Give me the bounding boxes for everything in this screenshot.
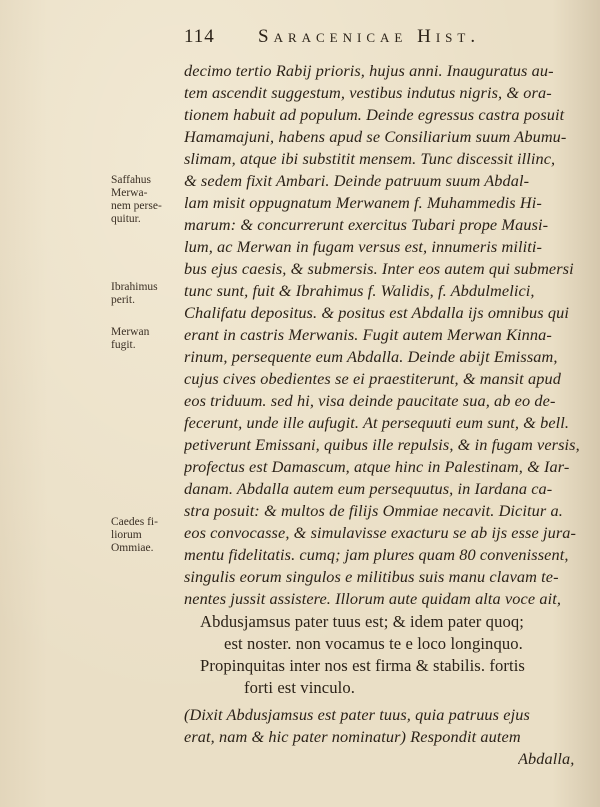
margin-note-line: quitur. — [111, 213, 141, 225]
margin-note — [111, 516, 183, 555]
text-line: rinum, persequente eum Abdalla. Deinde abijt Emissam, — [184, 347, 558, 366]
margin-note-line: Ommiae. — [111, 542, 154, 554]
margin-note-line: liorum — [111, 529, 142, 541]
text-line: decimo tertio Rabij prioris, hujus anni. Inauguratus au- — [184, 61, 554, 80]
text-line: Chalifatu depositus. & positus est Abdalla ijs omnibus qui — [184, 303, 569, 322]
catchword: Abdalla, — [518, 749, 575, 768]
text-line: petiverunt Emissani, quibus ille repulsis, & in fugam versis, — [184, 435, 580, 454]
text-line: erant in castris Merwanis. Fugit autem Merwan Kinna- — [184, 325, 552, 344]
text-line: cujus cives obedientes se ei praestiterunt, & mansit apud — [184, 369, 561, 388]
text-line: eos convocasse, & simulavisse exacturu se ab ijs esse jura- — [184, 523, 577, 542]
text-line: bus ejus caesis, & submersis. Inter eos autem qui submersi — [184, 259, 574, 278]
text-line: Hamamajuni, habens apud se Consiliarium suum Abumu- — [184, 127, 567, 146]
margin-note-line: fugit. — [111, 339, 136, 351]
text-line: (Dixit Abdusjamsus est pater tuus, quia patruus ejus — [184, 705, 530, 724]
text-line: lum, ac Merwan in fugam versus est, innumeris militi- — [184, 237, 543, 256]
running-head: Saracenicae Hist. — [258, 26, 481, 47]
text-line: profectus est Damascum, atque hinc in Palestinam, & Iar- — [184, 457, 570, 476]
text-line: singulis eorum singulos e militibus suis manu clavam te- — [184, 567, 559, 586]
text-line: & sedem fixit Ambari. Deinde patruum suum Abdal- — [184, 171, 530, 190]
text-line: danam. Abdalla autem eum persequutus, in Iardana ca- — [184, 479, 553, 498]
text-line: fecerunt, unde ille aufugit. At persequuti eum sunt, & bell. — [184, 413, 570, 432]
verse-line: Abdusjamsus pater tuus est; & idem pater quoq; — [200, 612, 524, 631]
text-line: slimam, atque ibi substitit mensem. Tunc discessit illinc, — [184, 149, 556, 168]
verse-line: forti est vinculo. — [244, 678, 356, 697]
page-number: 114 — [184, 26, 215, 47]
margin-note — [111, 281, 183, 307]
text-line: stra posuit: & multos de filijs Ommiae necavit. Dicitur a. — [184, 501, 563, 520]
margin-note-line: Saffahus — [111, 174, 152, 186]
text-line: nentes jussit assistere. Illorum aute quidam alta voce ait, — [184, 589, 562, 608]
margin-note-line: Ibrahimus — [111, 281, 158, 293]
margin-note-line: Merwan — [111, 326, 150, 338]
margin-note-line: Caedes fi- — [111, 516, 158, 528]
margin-note — [111, 174, 183, 226]
text-line: tem ascendit suggestum, vestibus indutus nigris, & ora- — [184, 83, 552, 102]
text-line: erat, nam & hic pater nominatur) Respondit autem — [184, 727, 521, 746]
text-line: tionem habuit ad populum. Deinde egressus castra posuit — [184, 105, 565, 124]
margin-note — [111, 326, 183, 352]
margin-note-line: nem perse- — [111, 200, 162, 212]
margin-note-line: perit. — [111, 294, 135, 306]
verse-line: est noster. non vocamus te e loco longinquo. — [224, 634, 523, 653]
text-line: marum: & concurrerunt exercitus Tubari prope Mausi- — [184, 215, 549, 234]
page-header — [184, 26, 584, 50]
verse-line: Propinquitas inter nos est firma & stabilis. fortis — [200, 656, 525, 675]
margin-note-line: Merwa- — [111, 187, 148, 199]
text-line: lam misit oppugnatum Merwanem f. Muhammedis Hi- — [184, 193, 542, 212]
text-line: eos triduum. sed hi, visa deinde paucitate sua, ab eo de- — [184, 391, 556, 410]
text-line: mentu fidelitatis. cumq; jam plures quam 80 convenissent, — [184, 545, 569, 564]
text-line: tunc sunt, fuit & Ibrahimus f. Walidis, f. Abdulmelici, — [184, 281, 535, 300]
